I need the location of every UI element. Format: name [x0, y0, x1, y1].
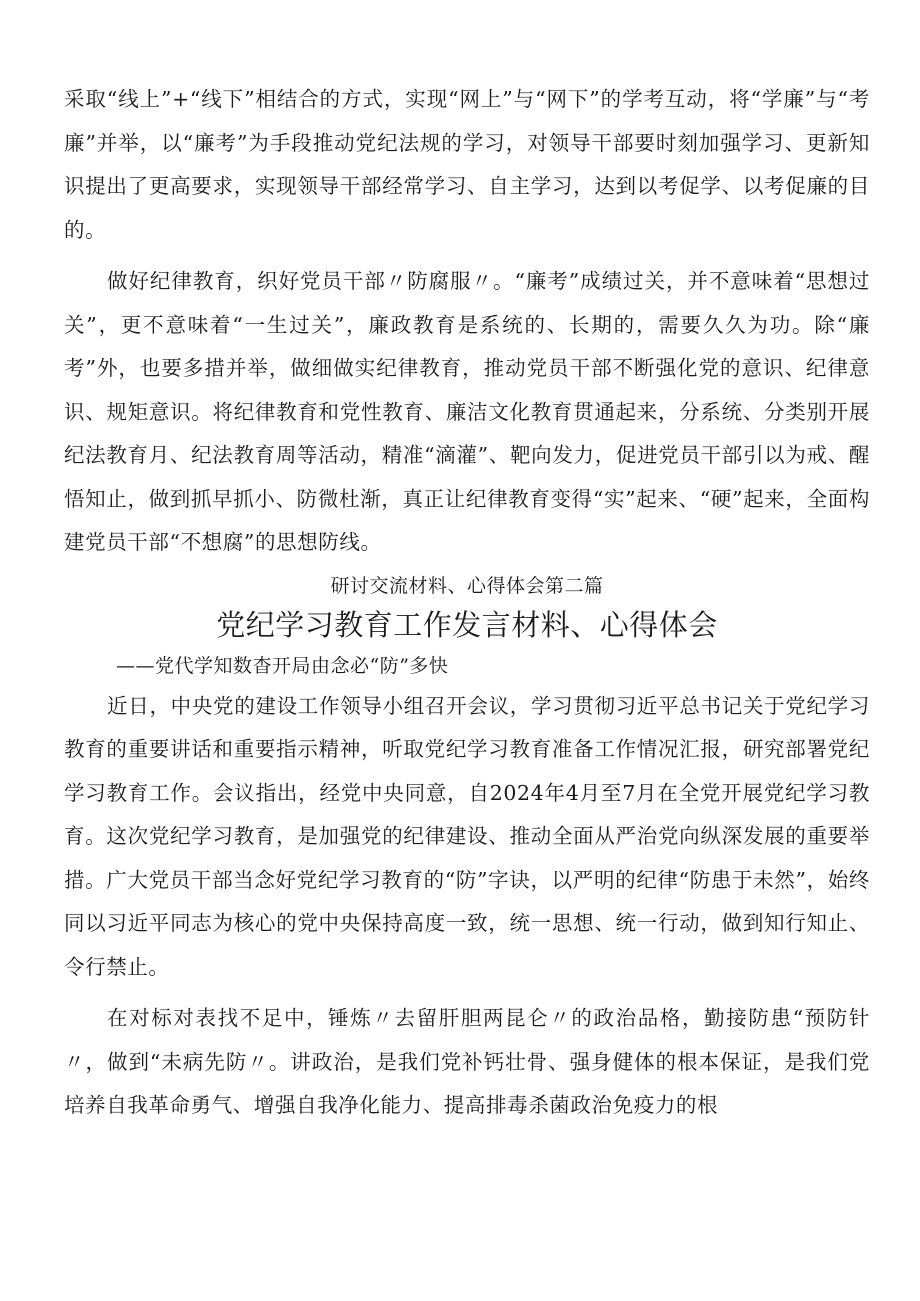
paragraph-gap [64, 989, 870, 997]
paragraph-meeting: 近日，中央党的建设工作领导小组召开会议，学习贯彻习近平总书记关于党纪学习教育的重要讲话和重要指示精神，听取党纪学习教育准备工作情况汇报，研究部署党纪学习教育工作。会议指出，经党中央同意，自2024年4月至7月在全党开展党纪学习教育。这次党纪学习教育，是加强党的纪律建设、推动全面从严治党向纵深发展的重要举措。广大党员干部当念好党纪学习教育的“防”字诀，以严明的纪律“防患于未然”，始终同以习近平同志为核心的党中央保持高度一致，统一思想、统一行动，做到知行知止、令行禁止。 [64, 693, 870, 979]
document-subtitle: ——党代学知数杳开局由念必“防”多快 [116, 654, 449, 677]
section-label: 研讨交流材料、心得体会第二篇 [330, 574, 604, 597]
paragraph-intro: 采取“线上”+“线下”相结合的方式，实现“网上”与“网下”的学考互动，将“学廉”与“考廉”并举，以“廉考”为手段推动党纪法规的学习，对领导干部要时刻加强学习、更新知识提出了更高要求，实现领导干部经常学习、自主学习，达到以考促学、以考促廉的目的。 [64, 87, 870, 242]
document-title: 党纪学习教育工作发言材料、心得体会 [216, 607, 718, 642]
paragraph-politics: 在对标对表找不足中，锤炼〃去留肝胆两昆仑〃的政治品格，勤接防患“预防针〃，做到“未病先防〃。讲政治，是我们党补钙壮骨、强身健体的根本保证，是我们党培养自我革命勇气、增强自我净化能力、提高排毒杀菌政治免疫力的根 [64, 1006, 870, 1117]
paragraph-gap [64, 252, 870, 260]
paragraph-discipline-education: 做好纪律教育，织好党员干部〃防腐服〃。“廉考”成绩过关，并不意味着“思想过关”，更不意味着“一生过关”，廉政教育是系统的、长期的，需要久久为功。除“廉考”外，也要多措并举，做细做实纪律教育，推动党员干部不断强化党的意识、纪律意识、规矩意识。将纪律教育和党性教育、廉洁文化教育贯通起来，分系统、分类别开展纪法教育月、纪法教育周等活动，精准“滴灌”、靶向发力，促进党员干部引以为戒、醒悟知止，做到抓早抓小、防微杜渐，真正让纪律教育变得“实”起来、“硬”起来，全面构建党员干部“不想腐”的思想防线。 [64, 269, 870, 554]
